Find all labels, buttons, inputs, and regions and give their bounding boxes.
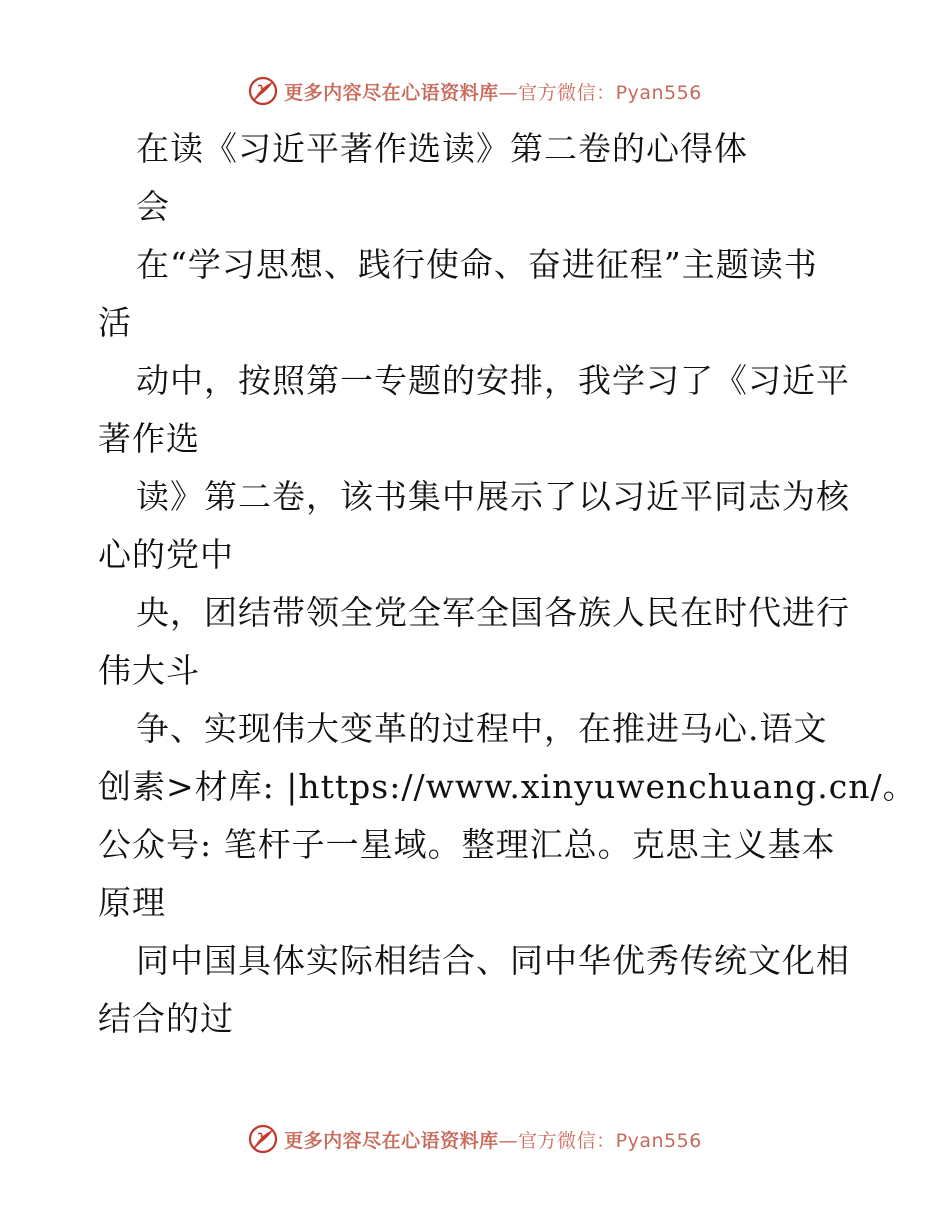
text-line: 动中，按照第一专题的安排，我学习了《习近平: [136, 361, 850, 400]
feather-pen-logo-icon: [248, 1124, 278, 1154]
text-line: 公众号: 笔杆子一星域。整理汇总。克思主义基本: [98, 825, 836, 864]
feather-pen-logo-icon: [248, 76, 278, 106]
banner-wechat: —官方微信：Pyan556: [498, 81, 702, 104]
header-banner: [0, 71, 950, 111]
text-line: 央，团结带领全党全军全国各族人民在时代进行: [136, 593, 850, 632]
banner-title: 更多内容尽在心语资料库: [284, 1129, 499, 1152]
text-line: 心的党中: [98, 535, 234, 574]
text-line: 活: [98, 303, 132, 342]
text-line: 伟大斗: [98, 651, 200, 690]
text-line: 会: [136, 187, 170, 226]
banner-title: 更多内容尽在心语资料库: [284, 81, 499, 104]
text-line: 在“学习思想、践行使命、奋进征程”主题读书: [136, 245, 818, 284]
text-line: 读》第二卷，该书集中展示了以习近平同志为核: [136, 477, 850, 516]
footer-banner: [0, 1119, 950, 1159]
banner-wechat: —官方微信：Pyan556: [498, 1129, 702, 1152]
text-line: 结合的过: [98, 999, 234, 1038]
text-line: 同中国具体实际相结合、同中华优秀传统文化相: [136, 941, 850, 980]
text-line: 创素>材库: |https://www.xinyuwenchuang.cn/。: [98, 767, 917, 806]
text-line: 争、实现伟大变革的过程中，在推进马心.语文: [136, 709, 828, 748]
text-line: 著作选: [98, 419, 200, 458]
text-line: 原理: [98, 883, 166, 922]
text-line: 在读《习近平著作选读》第二卷的心得体: [136, 129, 748, 168]
